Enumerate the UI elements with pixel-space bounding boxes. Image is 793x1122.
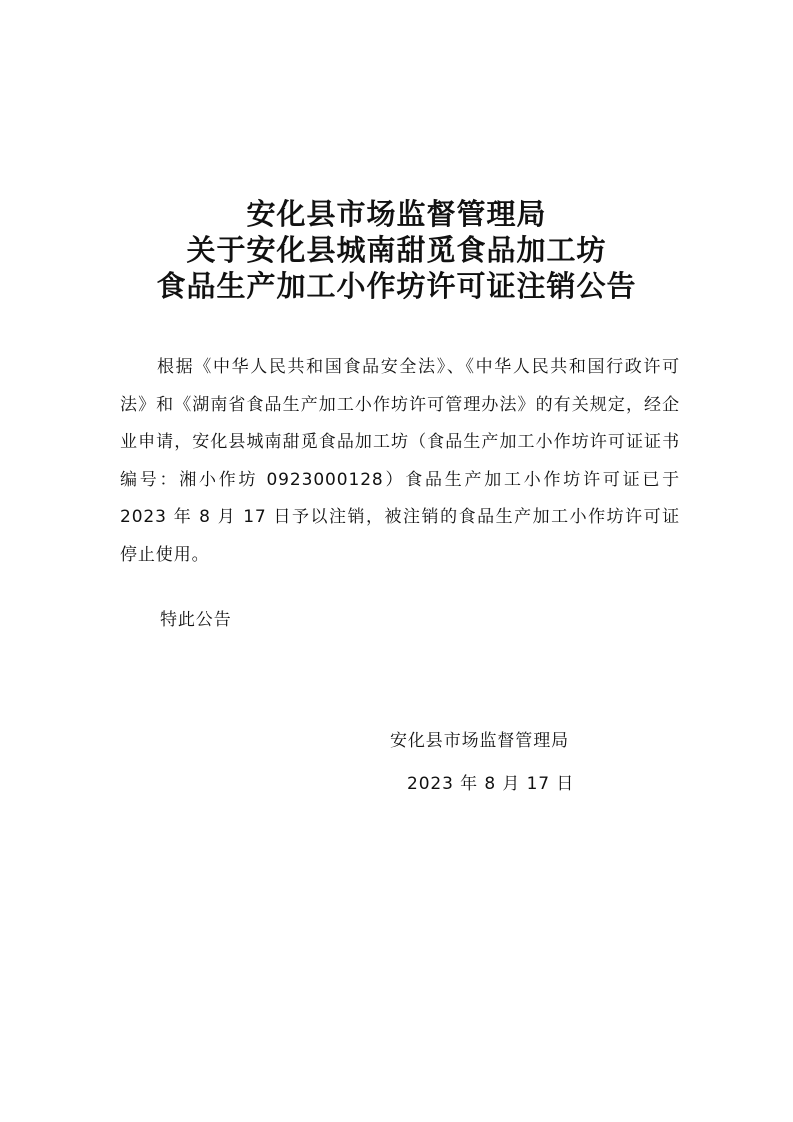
title-line-agency: 安化县市场监督管理局 [246,197,547,231]
closing-remark: 特此公告 [160,610,232,630]
signature-date: 2023 年 8 月 17 日 [407,774,575,794]
notice-body-paragraph: 根据《中华人民共和国食品安全法》、《中华人民共和国行政许可法》和《湖南省食品生产加工小作坊许可管理办法》的有关规定，经企业申请，安化县城南甜觅食品加工坊（食品生产加工小作坊许可证证书编号：湘小作坊 0923000128）食品生产加工小作坊许可证已于 2023 年 8 月 17 日予以注销，被注销的食品生产加工小作坊许可证停止使用。 [120,357,680,565]
notice-title [0,196,793,304]
title-line-notice: 食品生产加工小作坊许可证注销公告 [156,269,637,303]
title-line-subject: 关于安化县城南甜觅食品加工坊 [186,233,607,267]
signature-organization: 安化县市场监督管理局 [390,731,569,751]
